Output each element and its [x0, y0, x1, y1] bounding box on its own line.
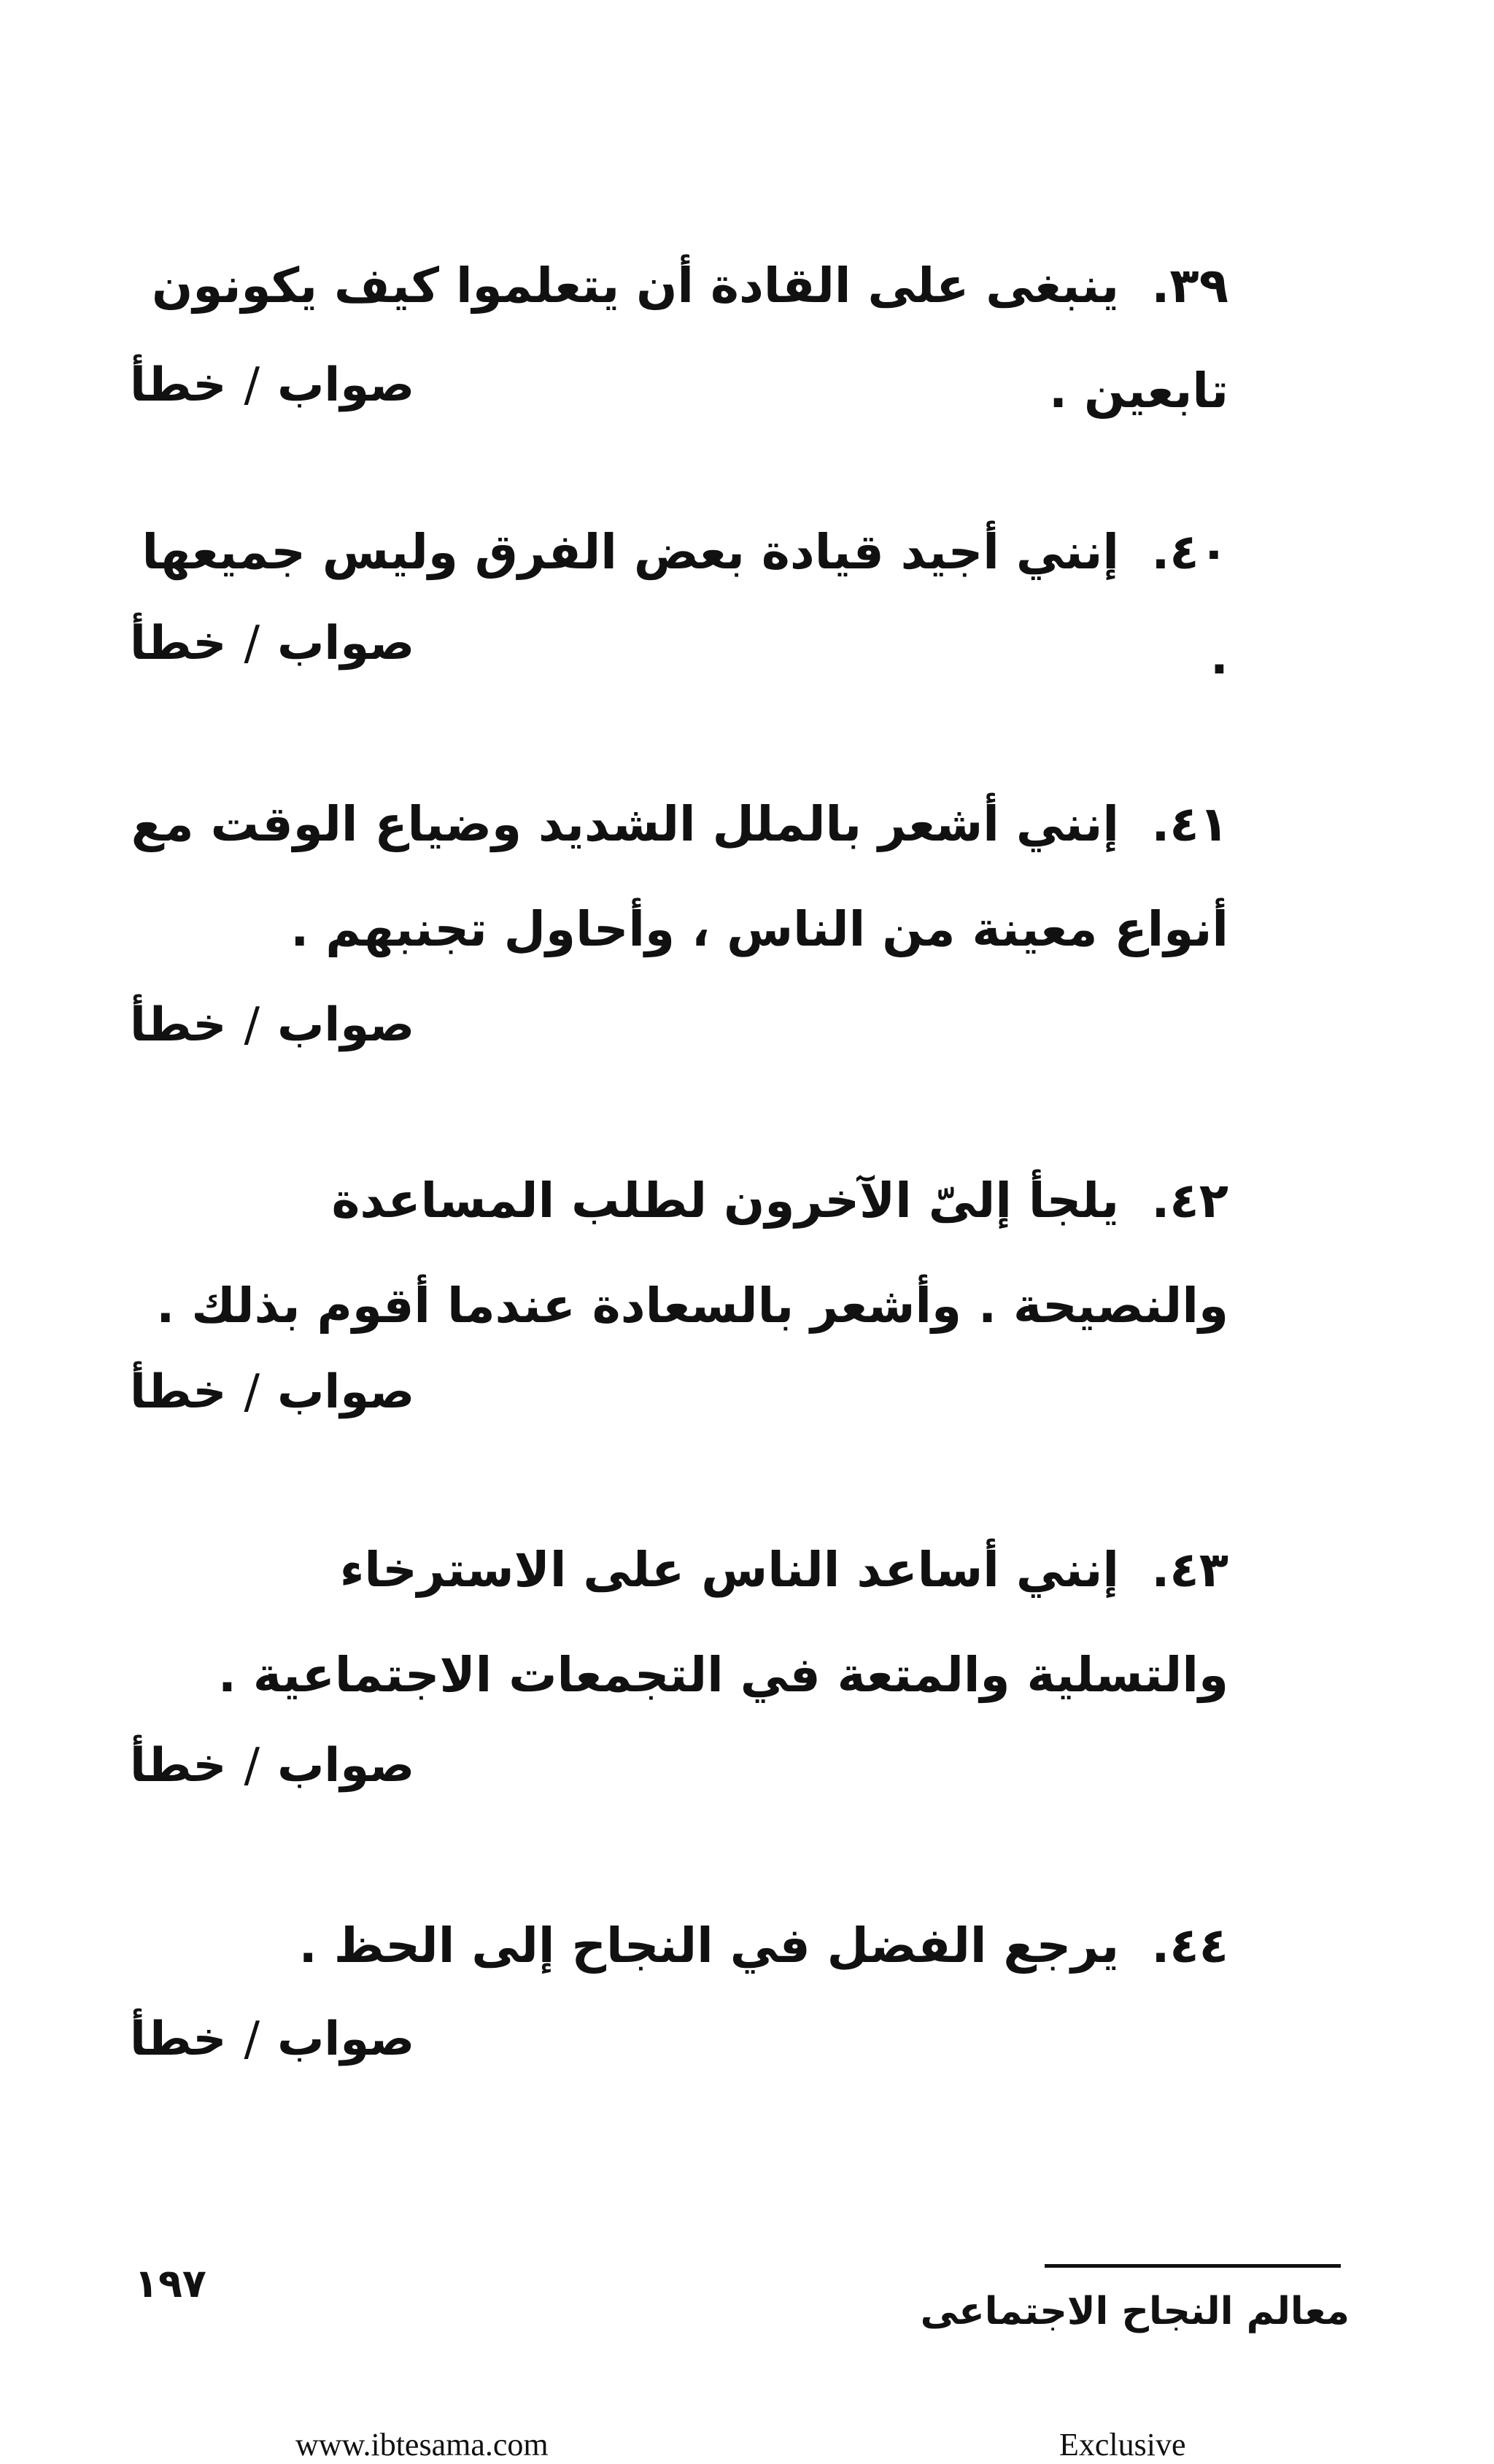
answer-separator: / [244, 358, 260, 412]
true-option[interactable]: صواب [277, 1365, 415, 1419]
question-41 [124, 772, 1228, 982]
question-number: ٤٢. [1151, 1173, 1228, 1229]
answer-options-41 [130, 992, 414, 1058]
true-option[interactable]: صواب [277, 1739, 415, 1793]
book-title: معالم النجاح الاجتماعى [920, 2290, 1350, 2333]
true-option[interactable]: صواب [277, 358, 415, 412]
answer-separator: / [244, 617, 260, 671]
exclusive-label: Exclusive [1059, 2427, 1186, 2463]
answer-separator: / [244, 1365, 260, 1419]
question-40 [124, 500, 1228, 710]
answer-options-39 [130, 352, 414, 418]
false-option[interactable]: خطأ [130, 358, 227, 412]
footer-divider [1045, 2264, 1341, 2268]
page-number: ١٩٧ [134, 2260, 206, 2306]
question-number: ٤٠. [1151, 524, 1228, 580]
answer-separator: / [244, 998, 260, 1052]
false-option[interactable]: خطأ [130, 998, 227, 1052]
question-43 [124, 1518, 1228, 1728]
true-option[interactable]: صواب [277, 2012, 415, 2066]
false-option[interactable]: خطأ [130, 617, 227, 671]
answer-options-42 [130, 1359, 414, 1425]
question-42 [124, 1148, 1228, 1359]
question-text: يلجأ إلىّ الآخرون لطلب المساعدة والنصيحة . وأشعر بالسعادة عندما أقوم بذلك . [156, 1173, 1228, 1334]
website-watermark: www.ibtesama.com [295, 2427, 549, 2463]
question-text: إنني أجيد قيادة بعض الفرق وليس جميعها . [142, 524, 1228, 685]
question-number: ٤٤. [1151, 1917, 1228, 1974]
question-text: ينبغى على القادة أن يتعلموا كيف يكونون تابعين . [152, 258, 1228, 419]
false-option[interactable]: خطأ [130, 1739, 227, 1793]
question-number: ٤١. [1151, 796, 1228, 852]
true-option[interactable]: صواب [277, 617, 415, 671]
question-number: ٣٩. [1151, 258, 1228, 314]
question-number: ٤٣. [1151, 1542, 1228, 1598]
false-option[interactable]: خطأ [130, 1365, 227, 1419]
question-text: يرجع الفضل في النجاح إلى الحظ . [298, 1917, 1119, 1974]
answer-separator: / [244, 1739, 260, 1793]
question-44 [124, 1893, 1228, 1998]
false-option[interactable]: خطأ [130, 2012, 227, 2066]
true-option[interactable]: صواب [277, 998, 415, 1052]
question-text: إنني أساعد الناس على الاسترخاء والتسلية والمتعة في التجمعات الاجتماعية . [217, 1542, 1228, 1703]
question-text: إنني أشعر بالملل الشديد وضياع الوقت مع أنواع معينة من الناس ، وأحاول تجنبهم . [131, 796, 1228, 957]
answer-options-43 [130, 1733, 414, 1799]
answer-options-40 [130, 611, 414, 676]
answer-options-44 [130, 2007, 414, 2072]
answer-separator: / [244, 2012, 260, 2066]
